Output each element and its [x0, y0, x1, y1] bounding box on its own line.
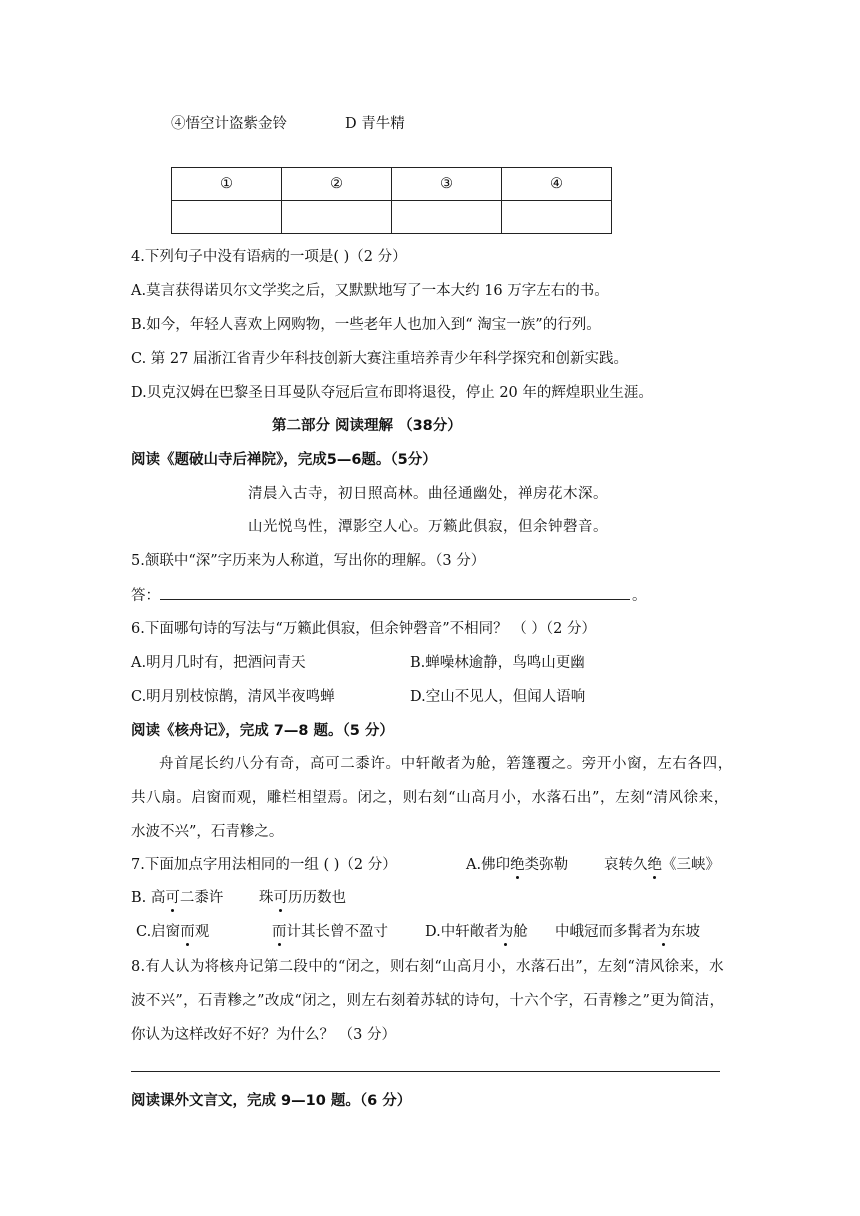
q6-option-c: C.明月别枝惊鹊，清风半夜鸣蝉	[131, 689, 335, 705]
read3-heading: 阅读课外文言文，完成 9—10 题。（6 分）	[131, 1093, 412, 1109]
grid-header: ④	[502, 168, 612, 201]
q4-option-d: D.贝克汉姆在巴黎圣日耳曼队夺冠后宣布即将退役，停止 20 年的辉煌职业生涯。	[131, 385, 653, 401]
grid-header: ②	[282, 168, 392, 201]
q6-option-a: A.明月几时有，把酒问青天	[131, 655, 306, 671]
q4-stem: 4.下列句子中没有语病的一项是( )（2 分）	[131, 249, 407, 265]
q5-stem: 5.颔联中“深”字历来为人称道，写出你的理解。（3 分）	[131, 553, 486, 569]
q6-option-b: B.蝉噪林逾静，鸟鸣山更幽	[410, 655, 585, 671]
q7-option-a-2: 哀转久绝《三峡》	[604, 853, 720, 874]
option-d-text: D 青牛精	[345, 116, 405, 132]
q4-option-b: B.如今，年轻人喜欢上网购物，一些老年人也加入到“ 淘宝一族”的行列。	[131, 317, 601, 333]
grid-cell[interactable]	[502, 201, 612, 234]
read1-heading: 阅读《题破山寺后禅院》，完成5—6题。（5分）	[131, 452, 437, 468]
passage-line-2: 共八扇。启窗而观，雕栏相望焉。闭之，则右刻“山高月小，水落石出”，左刻“清风徐来，	[131, 790, 729, 806]
q7-option-d-2: 中峨冠而多髯者为东坡	[555, 920, 700, 941]
q7-option-a-1: A.佛印绝类弥勒	[466, 853, 568, 874]
poem-line-1: 清晨入古寺，初日照高林。曲径通幽处，禅房花木深。	[248, 486, 608, 502]
grid-cell[interactable]	[392, 201, 502, 234]
part2-heading: 第二部分 阅读理解 （38分）	[272, 418, 462, 434]
poem-line-2: 山光悦鸟性，潭影空人心。万籁此俱寂，但余钟磬音。	[248, 519, 608, 535]
option-4-text: ④悟空计盗紫金铃	[171, 116, 287, 132]
q7-option-c-1: C.启窗而观	[136, 920, 209, 941]
q4-option-c: C. 第 27 届浙江省青少年科技创新大赛注重培养青少年科学探究和创新实践。	[131, 351, 628, 367]
q4-option-a: A.莫言获得诺贝尔文学奖之后，又默默地写了一本大约 16 万字左右的书。	[131, 283, 609, 299]
grid-cell[interactable]	[282, 201, 392, 234]
grid-header: ①	[172, 168, 282, 201]
passage-line-1: 舟首尾长约八分有奇，高可二黍许。中轩敞者为舱，箬篷覆之。旁开小窗，左右各四，	[159, 756, 733, 772]
q6-stem: 6.下面哪句诗的写法与“万籁此俱寂，但余钟磬音”不相同？ （ ）（2 分）	[131, 621, 596, 637]
read2-heading: 阅读《核舟记》，完成 7—8 题。（5 分）	[131, 723, 394, 739]
matching-grid	[171, 167, 612, 234]
q6-option-d: D.空山不见人，但闻人语响	[410, 689, 586, 705]
q8-line-3: 你认为这样改好不好？为什么？ （3 分）	[131, 1027, 396, 1043]
q7-option-c-2: 而计其长曾不盈寸	[272, 920, 388, 941]
q8-line-2: 波不兴”，石青糁之”改成“闭之，则左右刻着苏轼的诗句，十六个字，石青糁之”更为简洁，	[131, 993, 725, 1009]
passage-line-3: 水波不兴”，石青糁之。	[131, 824, 284, 840]
q8-line-1: 8.有人认为将核舟记第二段中的“闭之，则右刻“山高月小，水落石出”，左刻“清风徐来，水	[131, 959, 724, 975]
q7-stem: 7.下面加点字用法相同的一组 ( )（2 分）	[131, 857, 397, 873]
grid-header: ③	[392, 168, 502, 201]
q8-answer-line[interactable]	[131, 1071, 720, 1072]
q5-answer-line[interactable]	[160, 599, 630, 600]
q5-answer-end: 。	[632, 588, 647, 604]
q7-option-b-2: 珠可历历数也	[259, 886, 346, 907]
grid-cell[interactable]	[172, 201, 282, 234]
q7-option-d-1: D.中轩敞者为舱	[425, 920, 528, 941]
q7-option-b-1: B. 高可二黍许	[131, 886, 223, 907]
q5-answer-label: 答：	[131, 588, 160, 604]
